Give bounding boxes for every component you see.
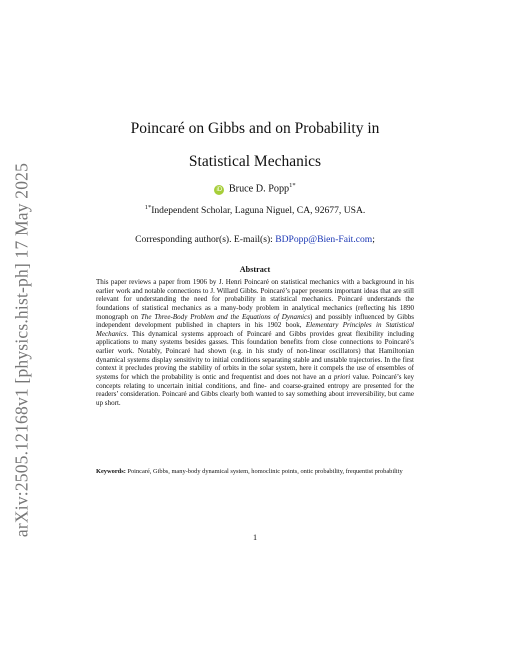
abstract-body — [96, 278, 414, 407]
keywords-label: Keywords: — [96, 468, 126, 475]
affiliation-text: Independent Scholar, Laguna Niguel, CA, 92677, USA. — [151, 205, 366, 217]
abstract-emphasis: a priori — [327, 372, 351, 381]
keywords — [96, 468, 414, 476]
abstract-text: value. Poincaré’s key concepts relating to uncertain initial conditions, and fine- and coarse-grained entropy are presented for the readers’ consideration. Poincaré and Gibbs clearly both wanted to say something about irreversibility, but came up short. — [96, 372, 415, 407]
abstract-book-title: The Three-Body Problem and the Equations of Dynamics — [140, 312, 310, 321]
abstract-heading: Abstract — [239, 265, 271, 274]
orcid-icon[interactable]: iD — [214, 185, 224, 195]
author-name: Bruce D. Popp — [228, 183, 290, 195]
abstract-text: ) and possibly influenced by Gibbs independent development published in chapters in his 1902 book, — [96, 312, 414, 330]
email-link[interactable]: BDPopp@Bien-Fait.com — [275, 234, 373, 245]
corresponding-author — [80, 234, 430, 245]
abstract-text: This paper reviews a paper from 1906 by J. Henri Poincaré on statistical mechanics with a background in his earlier work and notable connections to J. Willard Gibbs. Poincaré’s paper presents important ideas that are still relevant for understanding the need for probability in statistical mechanics. Poincaré understands the foundations of statistical mechanics as a many-body problem in analytical mechanics (reflecting his 1890 monograph on — [96, 278, 414, 321]
author-line — [80, 182, 430, 195]
author-affiliation-mark: 1* — [289, 182, 296, 189]
affiliation — [80, 204, 430, 216]
corresponding-suffix: ; — [372, 234, 375, 245]
abstract-text: . This dynamical systems approach of Poincaré and Gibbs provides great flexibility including applications to many systems besides gasses. This foundation benefits from close connections to Poincaré’s earlier work. Notably, Poincaré had shown (e.g. in his study of non-linear oscillators) that Hamiltonian dynamical systems display sensitivity to initial conditions separating stable and unstable trajectories. In the first context it precludes proving the stability of orbits in the solar system, here it compels the use of ensembles of systems for which the probability is ontic and frequentist and does not have an — [96, 329, 414, 381]
title-line-2: Statistical Mechanics — [188, 153, 322, 170]
title-line-1: Poincaré on Gibbs and on Probability in — [130, 120, 380, 137]
paper-title — [80, 112, 430, 178]
affiliation-mark: 1* — [144, 204, 152, 211]
keywords-list: Poincaré, Gibbs, many-body dynamical system, homoclinic points, ontic probability, frequentist probability — [125, 468, 403, 475]
abstract-book-title: Elementary Principles in Statistical Mechanics — [96, 321, 414, 338]
arxiv-stamp — [0, 0, 40, 660]
corresponding-prefix: Corresponding author(s). E-mail(s): — [135, 234, 276, 245]
arxiv-identifier: arXiv:2505.12168v1 [physics.hist-ph] 17 May 2025 — [11, 162, 32, 538]
page-number: 1 — [252, 533, 258, 542]
